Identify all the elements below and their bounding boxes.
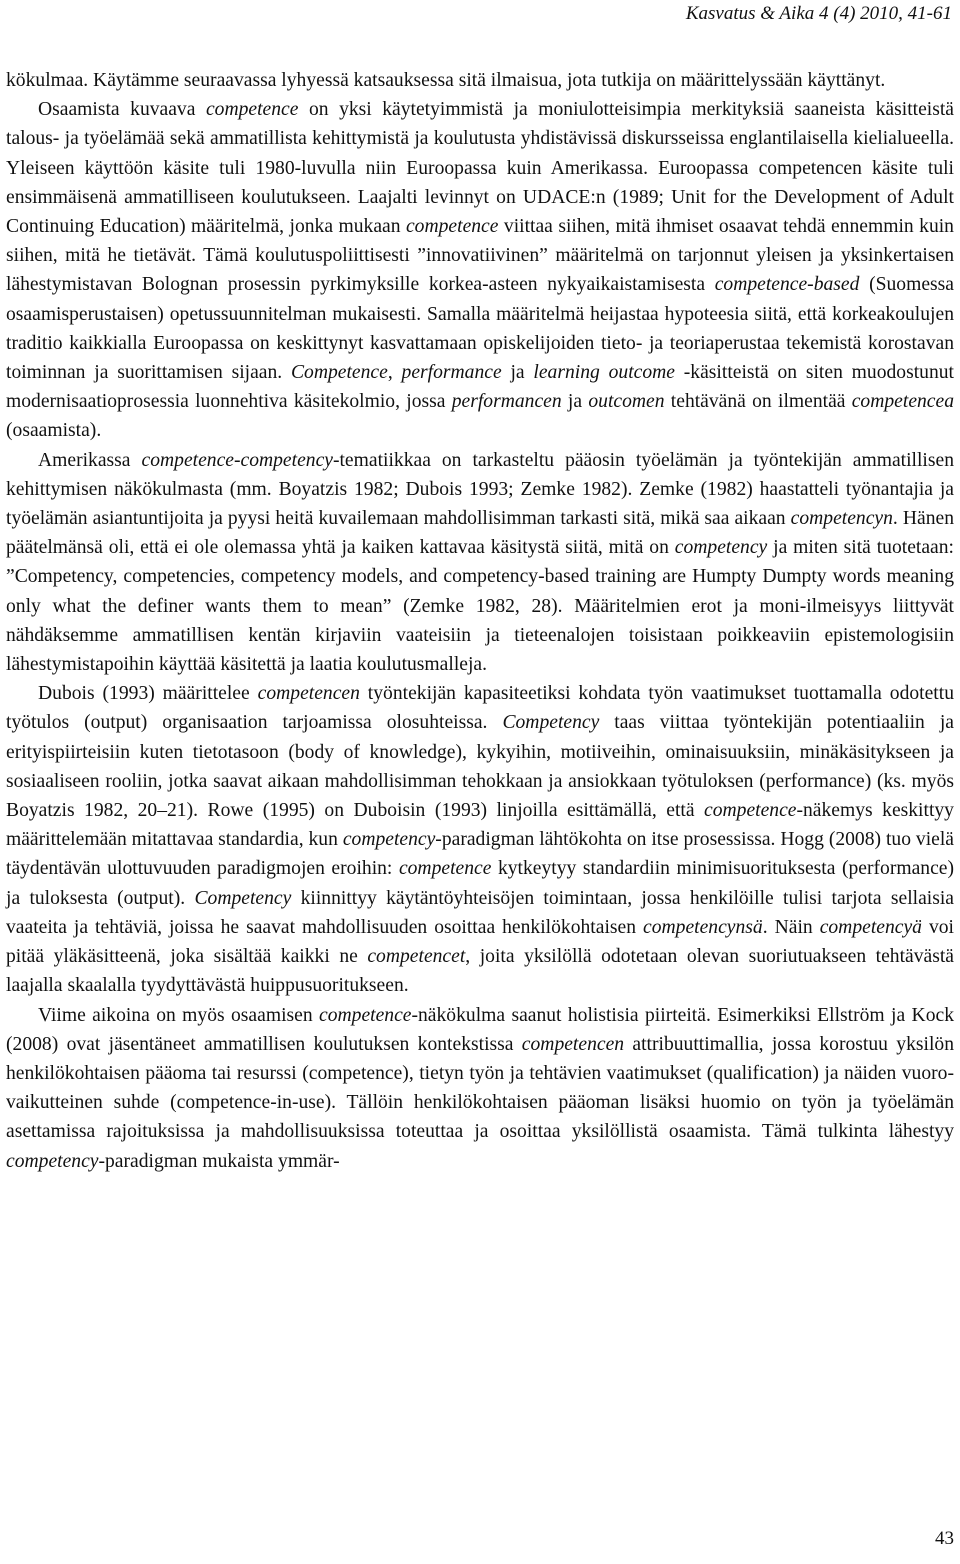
italic-term: competence — [319, 1004, 412, 1026]
text-segment: -tematiikkaa on tarkasteltu pääosin työelämän ja työntekijän ammatillisen kehittymisen näkökulmasta (mm. Boyatzis 1982; Dubois 1993; Zemke 1982). Zemke (1982) haastatteli työnantajia ja työelämän asiantuntijoita ja pyysi heitä kuvailemaan mahdollisimman tarkasti sitä, mikä saa aikaan — [6, 449, 954, 530]
text-segment: -näkökulma saanut holistisia piirteitä. Esimerkiksi Ellström ja Kock (2008) ovat jäsentäneet ammatillisen koulutuksen kontekstissa — [6, 1004, 955, 1055]
text-segment: Dubois (1993) määrittelee — [38, 683, 258, 705]
italic-term: competencyn — [790, 508, 893, 530]
italic-term: Competency — [194, 887, 292, 909]
italic-term: Competency — [502, 712, 600, 734]
italic-term: learning outcome — [533, 362, 675, 384]
italic-term: competency — [342, 829, 436, 851]
italic-term: competencyä — [819, 916, 922, 938]
paragraph — [6, 446, 954, 680]
italic-term: Competence — [290, 362, 388, 384]
italic-term: competency — [6, 1150, 99, 1172]
text-segment: ja — [561, 391, 589, 413]
text-segment: (osaamista). — [6, 420, 102, 442]
italic-term: competencea — [851, 391, 954, 413]
text-segment: -käsitteistä on siten muodostunut modernisaatioprosessia luonnehtiva käsitekolmio, jossa — [6, 362, 954, 413]
article-body — [6, 66, 954, 1176]
text-segment: työntekijän kapasiteetiksi kohdata työn vaatimukset tuottamalla odotettu työtulos (output) organisaation tarjoamissa olosuhteissa. — [6, 683, 954, 734]
italic-term: competence — [405, 216, 499, 238]
italic-term: competency — [674, 537, 768, 559]
italic-term: competencynsä — [643, 916, 763, 938]
text-segment: ja — [501, 362, 534, 384]
text-segment: Viime aikoina on myös osaamisen — [38, 1004, 320, 1026]
text-segment: -näkemys keskittyy määrittelemään mitattavaa standardia, kun — [6, 800, 954, 851]
italic-term: competencet — [367, 946, 466, 968]
text-segment: kytkeytyy standardiin minimisuorituksesta (performance) ja tuloksesta (output). — [6, 858, 954, 909]
italic-term: competence-based — [714, 274, 860, 296]
text-segment: -paradigman lähtökohta on itse prosessissa. Hogg (2008) tuo vielä täydentävän ulottuvuuden paradigmojen eroihin: — [6, 829, 954, 880]
italic-term: competencen — [257, 683, 360, 705]
text-segment: viittaa siihen, mitä ihmiset osaavat tehdä ennemmin kuin siihen, mitä he tietävät. Tämä koulutuspoliittisesti ”innovatiivinen” määritelmä on tarjonnut yleisen ja yksinkertaisen lähestymistavan Bolognan prosessin pyrkimyksille korkea-asteen nykyaikaistamisesta — [6, 216, 954, 296]
italic-term: competence — [398, 858, 492, 880]
italic-term: competence — [704, 800, 797, 822]
paragraph — [6, 95, 954, 445]
text-segment: Amerikassa — [38, 449, 142, 471]
text-segment: tehtävänä on ilmentää — [664, 391, 852, 413]
italic-term: performancen — [451, 391, 562, 413]
paragraph — [6, 66, 954, 95]
italic-term: outcomen — [588, 391, 665, 413]
page-number: 43 — [935, 1528, 954, 1549]
text-segment: kökulmaa. Käytämme seuraavassa lyhyessä katsauksessa sitä ilmaisua, jota tutkija on määrittelyssään käyttänyt. — [6, 70, 886, 91]
italic-term: performance — [401, 362, 502, 384]
text-segment: , joita yksilöllä odotetaan olevan suoriutuakseen tehtävästä laajalla skaalalla tyydyttävästä huippusuoritukseen. — [6, 946, 954, 997]
text-segment: on yksi käytetyimmistä ja moniulotteisimpia merkityksiä saaneista käsitteistä talous- ja työelämää sekä ammatillista kehittymistä ja koulutusta yhdistävissä diskursseissa englantilaisella kielialueella. Yleiseen käyttöön käsite tuli 1980-luvulla niin Euroopassa kuin Amerikassa. Euroopassa competencen käsite tuli ensimmäisenä ammatilliseen koulutukseen. Laajalti levinnyt on UDACE:n (1989; Unit for the Development of Adult Continuing Education) määritelmä, jonka mukaan — [6, 99, 954, 238]
text-segment: (Suomessa osaamisperustaisen) opetussuunnitelman mukaisesti. Samalla määritelmä heijastaa hypoteesia siitä, että korkeakoulujen traditio kaikkialla Euroopassa on keskittynyt kasvattamaan opiskelijoiden tieto- ja teoriaperustaa tekemistä korostavan toiminnan ja suorittamisen sijaan. — [6, 274, 954, 384]
text-segment: . Hänen päätelmänsä oli, että ei ole olemassa yhtä ja kaiken kattavaa käsitystä siitä, mitä on — [6, 508, 954, 559]
text-segment: voi pitää yläkäsitteenä, joka sisältää kaikki ne — [6, 916, 954, 968]
text-segment: -paradigman mukaista ymmär- — [98, 1150, 340, 1172]
text-segment: taas viittaa työntekijän potentiaaliin ja erityispiirteisiin kuten tietotasoon (body of knowledge), kykyihin, motiiveihin, ominaisuuksiin, minäkäsitykseen ja sosiaaliseen rooliin, jotka saavat aikaan mahdollisimman tehokkaan ja ansiokkaan työtuloksen (performance) (ks. myös Boyatzis 1982, 20–21). Rowe (1995) on Duboisin (1993) linjoilla esittämällä, että — [6, 712, 954, 822]
text-segment: kiinnittyy käytäntöyhteisöjen toimintaan, jossa henkilöille tulisi tarjota sellaisia vaateita ja tehtäviä, joissa he saavat mahdollisuuden osoittaa henkilökohtaisen — [6, 887, 954, 938]
italic-term: competencen — [521, 1033, 625, 1055]
text-segment: ja miten sitä tuotetaan: ”Competency, competencies, competency models, and competency-based training are Humpty Dumpty words meaning only what the definer wants them to mean” (Zemke 1982, 28). Määritelmien erot ja moni-ilmeisyys liittyvät nähdäksemme ammatillisen kentän kirjaviin vaateisiin ja tieteenalojen toisistaan poikkeaviin epistemologisiin lähestymistapoihin käyttää käsitettä ja laatia koulutusmalleja. — [6, 537, 954, 676]
running-title: Kasvatus & Aika 4 (4) 2010, 41-61 — [685, 3, 952, 24]
paragraph — [6, 1001, 954, 1176]
text-segment: Osaamista kuvaava — [38, 99, 206, 121]
paragraph — [6, 679, 954, 1000]
text-segment: , — [387, 362, 402, 384]
text-segment: attribuuttimallia, jossa korostuu yksilön henkilökohtaisen pääoma tai resurssi (competence), tietyn työn ja tehtävien vaatimukset (qualification) ja näiden vuorovaikutteinen suhde (competence-in-use). Tällöin henkilökohtaisen pääoman lisäksi huomio on työn ja työelämän asettamissa rajoituksissa ja mahdollisuuksissa toteuttaa ja osoittaa yksilöllistä osaamista. Tämä tulkinta lähestyy — [6, 1033, 954, 1143]
italic-term: competence-competency — [141, 449, 333, 471]
italic-term: competence — [205, 99, 299, 121]
text-segment: . Näin — [762, 916, 820, 938]
